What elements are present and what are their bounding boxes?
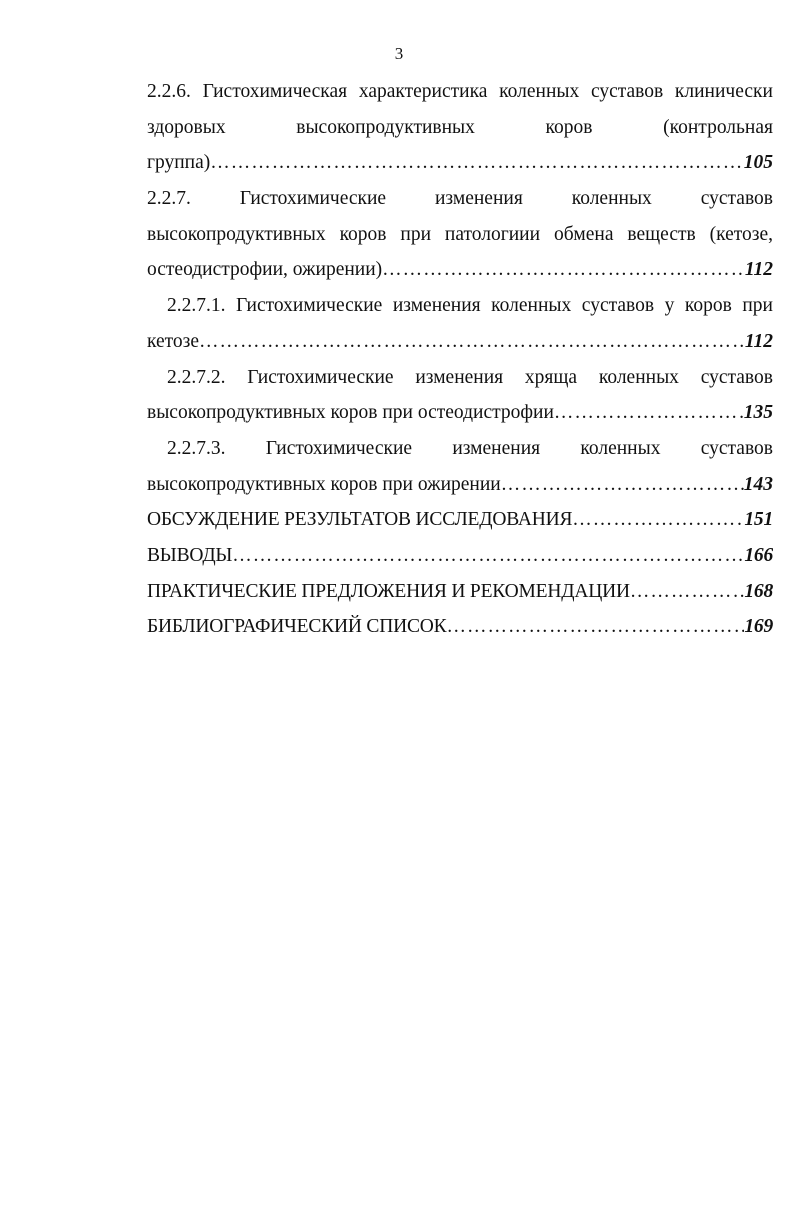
word: изменения [452, 437, 541, 459]
word: коров [545, 116, 593, 138]
word: суставов [700, 366, 773, 388]
dot-leader [232, 538, 744, 574]
word: суставов [700, 437, 773, 459]
toc-entry-text: высокопродуктивных коров при остеодистрофии [147, 402, 554, 424]
toc-entry-2-2-7-3-line-2 [147, 467, 773, 503]
toc-entry-discussion-line [147, 502, 773, 538]
dot-leader [572, 502, 744, 538]
word: Гистохимические [247, 366, 394, 388]
dot-leader [210, 145, 743, 181]
word: 2.2.6. [147, 81, 191, 102]
word: (кетозе, [709, 223, 773, 245]
toc-entry-2-2-7-1[interactable] [147, 288, 773, 359]
word: Гистохимическая [202, 81, 348, 102]
toc-entry-text: БИБЛИОГРАФИЧЕСКИЙ СПИСОК [147, 616, 447, 638]
toc-entry-2-2-7-1-line-2 [147, 324, 773, 360]
toc-entry-2-2-7-3-line-1 [147, 431, 773, 467]
word: 2.2.7.2. [167, 366, 226, 388]
toc-entry-conclusions-line [147, 538, 773, 574]
word: суставов [590, 81, 664, 102]
word: Гистохимические [239, 188, 387, 210]
word: коленных [571, 188, 652, 210]
toc-entry-2-2-7[interactable] [147, 181, 773, 288]
word: высокопродуктивных [296, 116, 475, 138]
table-of-contents [147, 74, 773, 645]
toc-entry-text: кетозе [147, 330, 200, 352]
word: патологиии [444, 223, 541, 245]
word: обмена [553, 223, 614, 245]
toc-entry-2-2-7-2-line-2 [147, 395, 773, 431]
word: Гистохимические [265, 437, 413, 459]
dot-leader [630, 574, 744, 610]
toc-page-number: 143 [743, 473, 773, 495]
word: клинически [674, 81, 773, 102]
toc-entry-2-2-7-2-line-1 [147, 360, 773, 396]
dot-leader [199, 324, 745, 360]
word: 2.2.7.3. [167, 437, 226, 459]
word: коленных [580, 437, 661, 459]
toc-page-number: 168 [744, 580, 773, 602]
toc-entry-recommendations-line [147, 574, 773, 610]
toc-page-number: 151 [744, 509, 773, 531]
toc-page-number: 169 [744, 616, 773, 638]
toc-entry-2-2-7-line-1 [147, 181, 773, 217]
page-number: 3 [394, 44, 404, 63]
toc-entry-text: ПРАКТИЧЕСКИЕ ПРЕДЛОЖЕНИЯ И РЕКОМЕНДАЦИИ [147, 580, 630, 602]
word: хряща [524, 366, 578, 388]
word: 2.2.7.1. [167, 295, 226, 317]
word: коленных [598, 366, 679, 388]
dot-leader [554, 395, 744, 431]
toc-entry-text: высокопродуктивных коров при ожирении [147, 473, 501, 495]
toc-entry-2-2-7-1-line-1 [147, 288, 773, 324]
word: коров [339, 223, 387, 245]
toc-entry-recommendations[interactable] [147, 574, 773, 610]
toc-entry-2-2-7-line-3 [147, 252, 773, 288]
toc-entry-2-2-6[interactable] [147, 74, 773, 181]
word: здоровых [147, 116, 226, 138]
word: коленных [499, 81, 580, 102]
word: у [664, 295, 675, 317]
word: коленных [491, 295, 572, 317]
word: изменения [415, 366, 504, 388]
word: изменения [392, 295, 481, 317]
word: при [742, 295, 773, 317]
toc-entry-text: группа) [147, 152, 211, 174]
toc-entry-discussion[interactable] [147, 502, 773, 538]
word: веществ [627, 223, 696, 245]
dot-leader [382, 252, 745, 288]
word: характеристика [358, 81, 488, 102]
toc-entry-bibliography[interactable] [147, 609, 773, 645]
toc-page-number: 112 [744, 259, 773, 281]
word: 2.2.7. [147, 188, 191, 210]
toc-page-number: 135 [743, 402, 773, 424]
toc-entry-conclusions[interactable] [147, 538, 773, 574]
toc-entry-text: ОБСУЖДЕНИЕ РЕЗУЛЬТАТОВ ИССЛЕДОВАНИЯ [147, 509, 573, 531]
toc-entry-2-2-7-2[interactable] [147, 360, 773, 431]
dot-leader [446, 609, 744, 645]
word: при [400, 223, 432, 245]
toc-entry-2-2-6-line-3 [147, 145, 773, 181]
toc-entry-2-2-7-3[interactable] [147, 431, 773, 502]
toc-page-number: 112 [744, 330, 773, 352]
toc-entry-2-2-7-line-2 [147, 217, 773, 253]
word: изменения [435, 188, 523, 210]
toc-entry-text: остеодистрофии, ожирении) [147, 259, 383, 281]
toc-page-number: 105 [743, 152, 773, 174]
toc-page-number: 166 [744, 544, 773, 566]
word: (контрольная [663, 116, 773, 138]
word: суставов [700, 188, 773, 210]
word: суставов [581, 295, 655, 317]
toc-entry-2-2-6-line-1 [147, 74, 773, 110]
dot-leader [501, 467, 744, 503]
word: коров [684, 295, 732, 317]
toc-entry-2-2-6-line-2 [147, 110, 773, 146]
word: Гистохимические [236, 295, 383, 317]
toc-entry-bibliography-line [147, 609, 773, 645]
toc-entry-text: ВЫВОДЫ [147, 544, 233, 566]
word: высокопродуктивных [147, 223, 326, 245]
